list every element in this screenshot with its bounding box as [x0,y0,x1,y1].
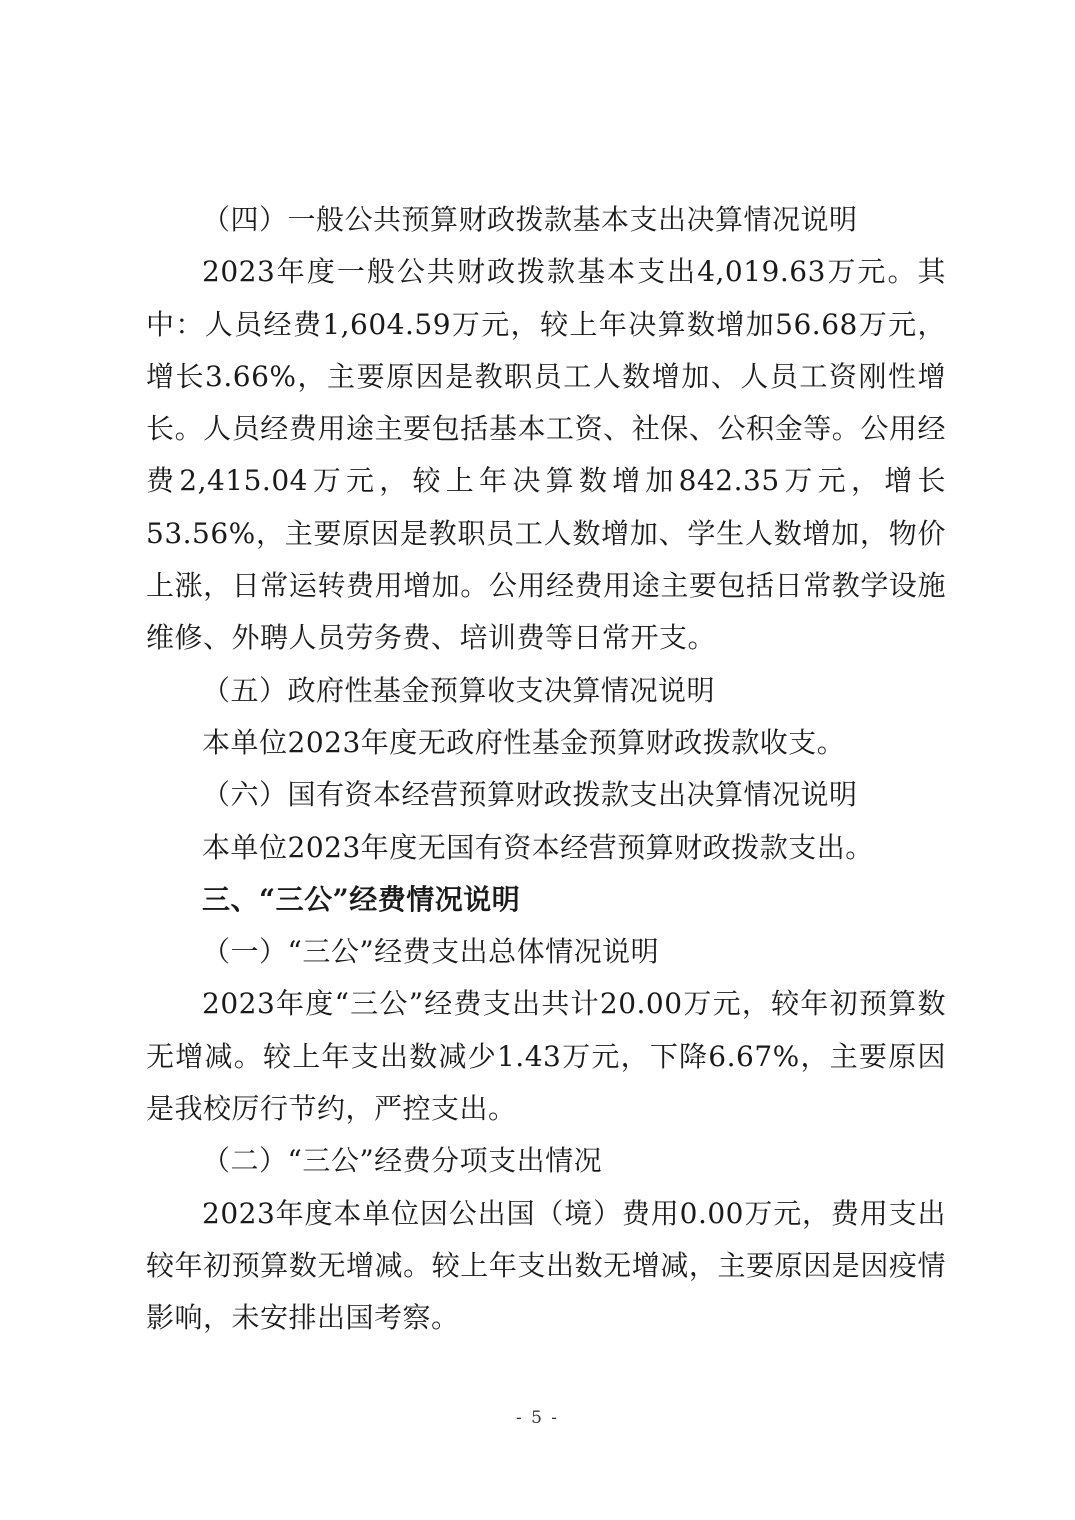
section-heading-3-2: （二）“三公”经费分项支出情况 [202,1144,603,1178]
paragraph-three-public-total: 2023年度“三公”经费支出共计20.00万元，较年初预算数无增减。较上年支出数减少1.43万元，下降6.67%，主要原因是我校厉行节约，严控支出。 [146,987,946,1126]
page-number: - 5 - [515,1408,560,1428]
section-heading-3-1: （一）“三公”经费支出总体情况说明 [202,935,660,969]
paragraph-overseas-expense: 2023年度本单位因公出国（境）费用0.00万元，费用支出较年初预算数无增减。较上年支出数无增减，主要原因是因疫情影响，未安排出国考察。 [146,1196,946,1335]
paragraph-government-fund: 本单位2023年度无政府性基金预算财政拨款收支。 [202,725,846,759]
paragraph-state-capital: 本单位2023年度无国有资本经营预算财政拨款支出。 [202,830,874,864]
section-heading-4: （四）一般公共预算财政拨款基本支出决算情况说明 [202,203,858,236]
chapter-heading-three: 三、“三公”经费情况说明 [202,882,521,916]
section-heading-6: （六）国有资本经营预算财政拨款支出决算情况说明 [202,778,858,812]
paragraph-basic-expenditure: 2023年度一般公共财政拨款基本支出4,019.63万元。其中：人员经费1,604.59万元，较上年决算数增加56.68万元，增长3.66%，主要原因是教职员工人数增加、人员工资刚性增长。人员经费用途主要包括基本工资、社保、公积金等。公用经费2,415.04万元，较上年决算数增加842.35万元，增长53.56%，主要原因是教职员工人数增加、学生人数增加，物价上涨，日常运转费用增加。公用经费用途主要包括日常教学设施维修、外聘人员劳务费、培训费等日常开支。 [146,255,946,655]
document-body [146,194,946,1345]
section-heading-5: （五）政府性基金预算收支决算情况说明 [202,673,716,707]
